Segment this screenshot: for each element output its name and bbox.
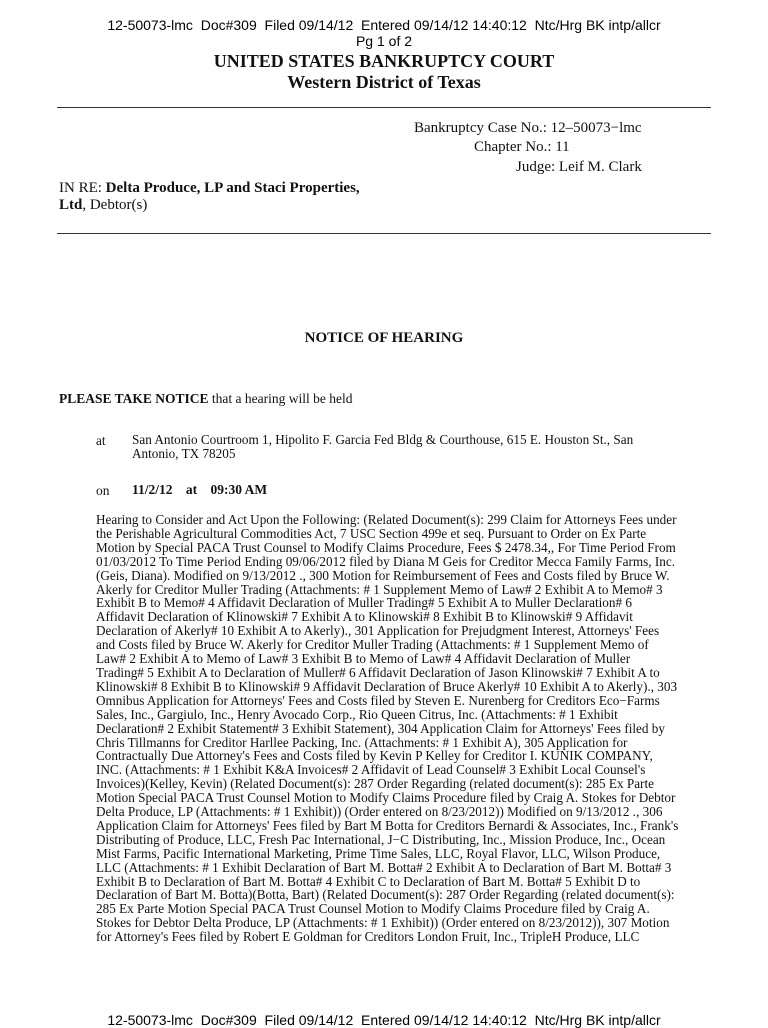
hearing-line: Declaration of Akerly# 10 Exhibit A to Akerly)., 301 Application for Prejudgment Interest, Attorneys' Fees [96, 623, 660, 639]
debtor-suffix: , Debtor(s) [82, 197, 148, 213]
hearing-matters [96, 513, 716, 944]
hearing-line: Exhibit B to Memo# 4 Affidavit Declaration of Muller Trading# 5 Exhibit A to Muller Declaration# 6 [96, 595, 632, 611]
hearing-line: Motion by Special PACA Trust Counsel to Modify Claims Procedure, Fees $ 2478.34,, For Time Period From [96, 539, 676, 555]
top-divider [57, 107, 711, 108]
court-district: Western District of Texas [287, 72, 481, 92]
bottom-divider [57, 233, 711, 234]
header-stamp-line1: 12-50073-lmc Doc#309 Filed 09/14/12 Entered 09/14/12 14:40:12 Ntc/Hrg BK intp/allcr [107, 17, 661, 33]
hearing-line: Trading# 5 Exhibit A to Declaration of Muller# 6 Affidavit Declaration of Jason Klinowski# 7 Exhibit A to [96, 664, 660, 680]
footer-stamp: 12-50073-lmc Doc#309 Filed 09/14/12 Entered 09/14/12 14:40:12 Ntc/Hrg BK intp/allcr [107, 1012, 661, 1028]
hearing-line: Declaration# 2 Exhibit Statement# 3 Exhibit Statement), 304 Application Claim for Attorneys' Fees filed by [96, 720, 665, 736]
at-label: at [96, 433, 106, 448]
hearing-line: Law# 2 Exhibit A to Memo of Law# 3 Exhibit B to Memo of Law# 4 Affidavit Declaration of Muller [96, 651, 631, 667]
hearing-line: INC. (Attachments: # 1 Exhibit K&A Invoices# 2 Affidavit of Lead Counsel# 3 Exhibit Local Counsel's [96, 762, 646, 778]
case-number-label: Bankruptcy Case No.: [414, 120, 547, 136]
hearing-line: Motion Special PACA Trust Counsel Motion to Modify Claims Procedure filed by Craig A. Stokes for Debtor [96, 790, 676, 806]
notice-lead [59, 391, 353, 407]
hearing-line: Mist Farms, Pacific International Marketing, Prime Time Sales, LLC, Royal Flavor, LLC, Wilson Produce, [96, 845, 661, 861]
hearing-line: for Attorney's Fees filed by Robert E Goldman for Creditors London Fruit, Inc., TripleH Produce, LLC [96, 929, 640, 945]
hearing-line: Invoices)(Kelley, Kevin) (Related Document(s): 287 Order Regarding (related document(s): 285 Ex Parte [96, 776, 654, 792]
hearing-line: Contractually Due Attorney's Fees and Costs filed by Kevin P Kelley for Creditor I. KUNIK COMPANY, [96, 748, 653, 764]
hearing-at-word: at [185, 482, 198, 497]
hearing-line: Declaration of Bart M. Botta)(Botta, Bart) (Related Document(s): 287 Order Regarding (related document(s): [96, 887, 675, 903]
hearing-line: Distributing of Produce, LLC, Fresh Pac International, J−C Distributing, Inc., Mission Produce, Inc., Ocean [96, 831, 666, 847]
location-line2: Antonio, TX 78205 [132, 446, 236, 461]
location-line1: San Antonio Courtroom 1, Hipolito F. Garcia Fed Bldg & Courthouse, 615 E. Houston St., San [132, 432, 634, 447]
hearing-line: 285 Ex Parte Motion Special PACA Trust Counsel Motion to Modify Claims Procedure filed by Craig A. [96, 901, 650, 917]
hearing-line: and Costs filed by Bruce W. Akerly for Creditor Muller Trading (Attachments: # 1 Supplement Memo of [96, 637, 649, 653]
hearing-line: 01/03/2012 To Time Period Ending 09/06/2012 filed by Diana M Geis for Creditor Mecca Family Farms, Inc. [96, 553, 676, 569]
hearing-line: Stokes for Debtor Delta Produce, LP (Attachments: # 1 Exhibit)) (Order entered on 8/23/2012)), 307 Motion [96, 915, 670, 931]
notice-lead-rest: that a hearing will be held [211, 391, 353, 406]
page-count: Pg 1 of 2 [355, 33, 413, 49]
hearing-line: LLC (Attachments: # 1 Exhibit Declaration of Bart M. Botta# 2 Exhibit A to Declaration of Bart M. Botta# 3 [96, 859, 672, 875]
hearing-line: (Geis, Diana). Modified on 9/13/2012 ., 300 Motion for Reimbursement of Fees and Costs filed by Bruce W. [96, 567, 670, 583]
hearing-datetime [132, 482, 267, 498]
judge-line [516, 157, 642, 177]
notice-lead-bold: PLEASE TAKE NOTICE [59, 391, 209, 406]
case-number: 12–50073−lmc [550, 120, 642, 136]
hearing-time: 09:30 AM [210, 482, 268, 497]
hearing-line: Application Claim for Attorneys' Fees filed by Bart M Botta for Creditors Bernardi & Associates, Inc., Frank's [96, 817, 679, 833]
hearing-location [132, 433, 633, 461]
in-re-prefix: IN RE: [59, 180, 102, 196]
chapter-label: Chapter No.: [474, 139, 552, 155]
court-name: UNITED STATES BANKRUPTCY COURT [213, 51, 555, 71]
notice-title: NOTICE OF HEARING [304, 330, 464, 346]
debtor-name-line2: Ltd [59, 197, 83, 213]
hearing-line: Sales, Inc., Gargiulo, Inc., Henry Avocado Corp., Rio Queen Citrus, Inc. (Attachments: # 1 Exhibit [96, 706, 618, 722]
hearing-line: Hearing to Consider and Act Upon the Following: (Related Document(s): 299 Claim for Attorneys Fees under [96, 512, 677, 527]
hearing-line: Akerly for Creditor Muller Trading (Attachments: # 1 Supplement Memo of Law# 2 Exhibit A to Memo# 3 [96, 581, 663, 597]
hearing-line: Affidavit Declaration of Klinowski# 7 Exhibit A to Klinowski# 8 Exhibit B to Klinowski# 9 Affidavit [96, 609, 633, 625]
in-re-line2 [59, 195, 147, 215]
on-label: on [96, 483, 110, 498]
hearing-line: the Perishable Agricultural Commodities Act, 7 USC Section 499e et seq. Pursuant to Order on Ex Parte [96, 525, 647, 541]
hearing-line: Exhibit B to Declaration of Bart M. Botta# 4 Exhibit C to Declaration of Bart M. Botta# 5 Exhibit D to [96, 873, 641, 889]
judge-label: Judge: [516, 159, 556, 175]
chapter-line [474, 137, 570, 157]
debtor-name-line1: Delta Produce, LP and Staci Properties, [105, 180, 360, 196]
hearing-line: Delta Produce, LP (Attachments: # 1 Exhibit)) (Order entered on 8/23/2012)) Modified on 9/13/2012 ., 306 [96, 804, 663, 820]
chapter-number: 11 [555, 139, 570, 155]
hearing-line: Klinowski# 8 Exhibit B to Klinowski# 9 Affidavit Declaration of Bruce Akerly# 10 Exhibit A to Akerly)., 303 [96, 678, 678, 694]
judge-name: Leif M. Clark [558, 159, 642, 175]
hearing-date: 11/2/12 [132, 482, 173, 497]
case-number-line [414, 118, 642, 138]
hearing-line: Chris Tillmanns for Creditor Harllee Packing, Inc. (Attachments: # 1 Exhibit A), 305 Application for [96, 734, 628, 750]
hearing-line: Omnibus Application for Attorneys' Fees and Costs filed by Steven E. Nurenberg for Creditors Eco−Farms [96, 692, 660, 708]
